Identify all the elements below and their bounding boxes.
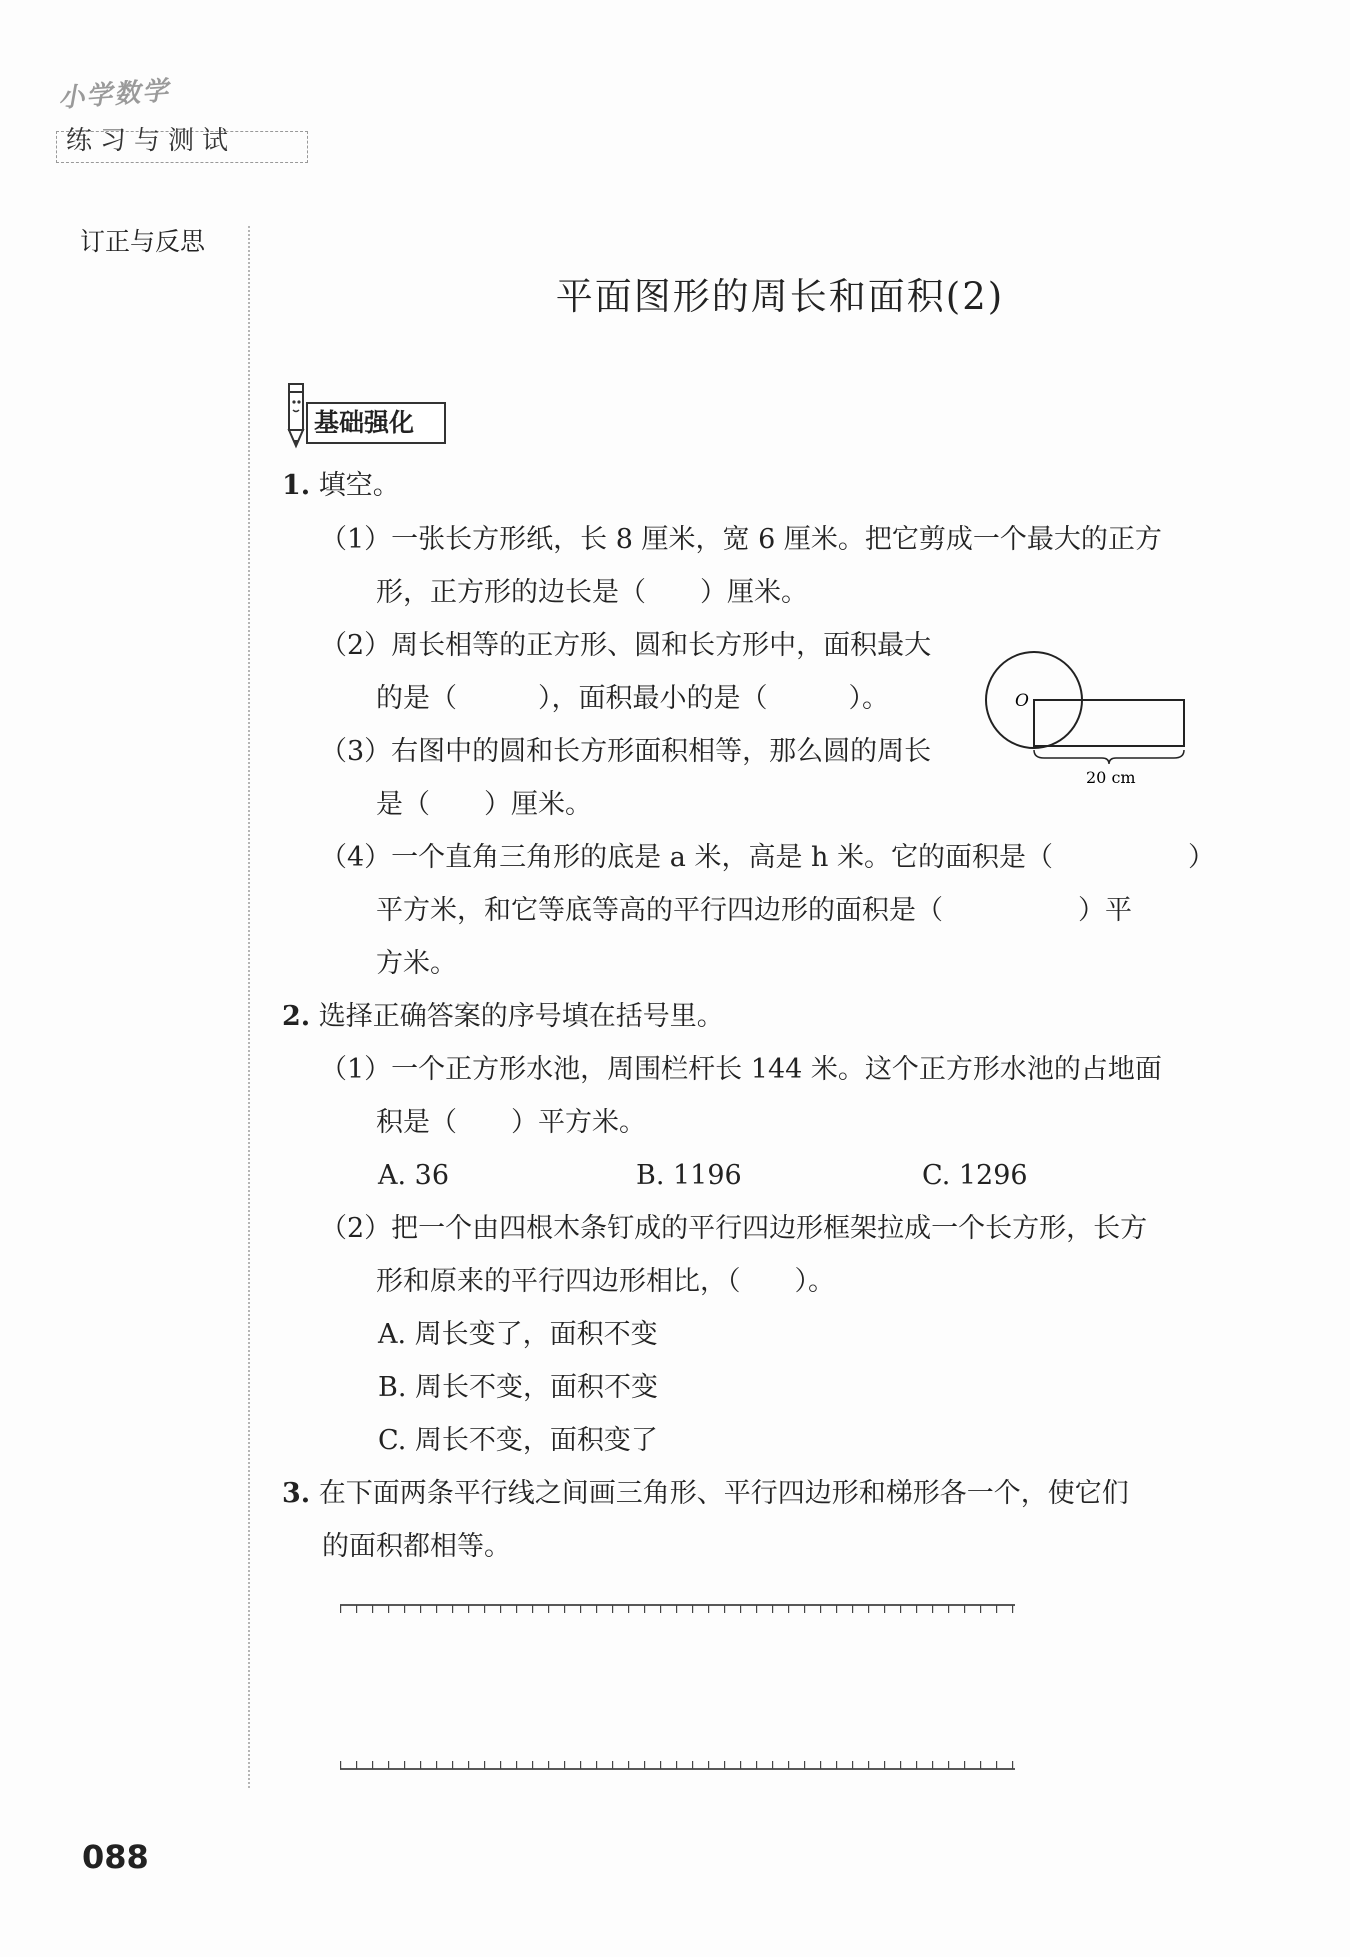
q2-part1-option-b: B. 1196	[636, 1160, 742, 1191]
question-3-text-line2: 的面积都相等。	[322, 1531, 511, 1562]
parallel-line-top[interactable]	[340, 1600, 1015, 1612]
q1-part4-line3: 方米。	[376, 948, 457, 979]
question-2	[282, 999, 724, 1035]
question-3-number: 3.	[282, 1478, 311, 1509]
question-1	[282, 468, 400, 504]
q1-part4-line1: （4）一个直角三角形的底是 a 米，高是 h 米。它的面积是（ ）	[320, 842, 1215, 873]
q2-part1-line2: 积是（ ）平方米。	[376, 1107, 646, 1138]
question-3	[282, 1476, 1129, 1512]
circle-center-label: O	[1015, 691, 1029, 711]
q1-part3-line1: （3）右图中的圆和长方形面积相等，那么圆的周长	[320, 736, 932, 767]
dimension-brace	[1034, 750, 1184, 764]
circle-rectangle-figure	[982, 640, 1202, 794]
parallel-line-bottom[interactable]	[340, 1756, 1015, 1768]
q1-part2-line2: 的是（ ），面积最小的是（ ）。	[376, 683, 889, 714]
q2-part1-line1: （1）一个正方形水池，周围栏杆长 144 米。这个正方形水池的占地面	[320, 1054, 1162, 1085]
pencil-icon	[284, 378, 308, 454]
series-title: 小学数学	[57, 76, 172, 114]
q1-part4-line2: 平方米，和它等底等高的平行四边形的面积是（ ）平	[376, 895, 1132, 926]
q2-part2-line2: 形和原来的平行四边形相比，（ ）。	[376, 1266, 835, 1297]
q2-part2-option-b: B. 周长不变，面积不变	[378, 1372, 659, 1403]
rectangle-shape	[1034, 700, 1184, 746]
q2-part2-option-a: A. 周长变了，面积不变	[378, 1319, 658, 1350]
sidebar-correction-label: 订正与反思	[80, 227, 206, 256]
q2-part2-option-c: C. 周长不变，面积变了	[378, 1425, 658, 1456]
q2-part2-line1: （2）把一个由四根木条钉成的平行四边形框架拉成一个长方形，长方	[320, 1213, 1148, 1244]
q1-part3-line2: 是（ ）厘米。	[376, 789, 592, 820]
dimension-label: 20 cm	[1086, 768, 1136, 787]
page-number: 088	[82, 1838, 149, 1876]
sidebar-divider	[248, 226, 250, 1788]
q2-part1-option-c: C. 1296	[922, 1160, 1028, 1191]
question-2-number: 2.	[282, 1001, 311, 1032]
question-1-number: 1.	[282, 470, 311, 501]
book-title: 练习与测试	[66, 126, 237, 156]
q2-part1-option-a: A. 36	[378, 1160, 450, 1191]
q1-part1-line2: 形，正方形的边长是（ ）厘米。	[376, 577, 808, 608]
q1-part2-line1: （2）周长相等的正方形、圆和长方形中，面积最大	[320, 630, 932, 661]
question-1-text: 填空。	[318, 470, 400, 501]
section-tag-basic: 基础强化	[306, 402, 446, 444]
question-2-text: 选择正确答案的序号填在括号里。	[318, 1001, 724, 1032]
question-3-text-line1: 在下面两条平行线之间画三角形、平行四边形和梯形各一个，使它们	[318, 1478, 1129, 1509]
q1-part1-line1: （1）一张长方形纸，长 8 厘米，宽 6 厘米。把它剪成一个最大的正方	[320, 524, 1162, 555]
page-title: 平面图形的周长和面积(2)	[555, 275, 1005, 318]
